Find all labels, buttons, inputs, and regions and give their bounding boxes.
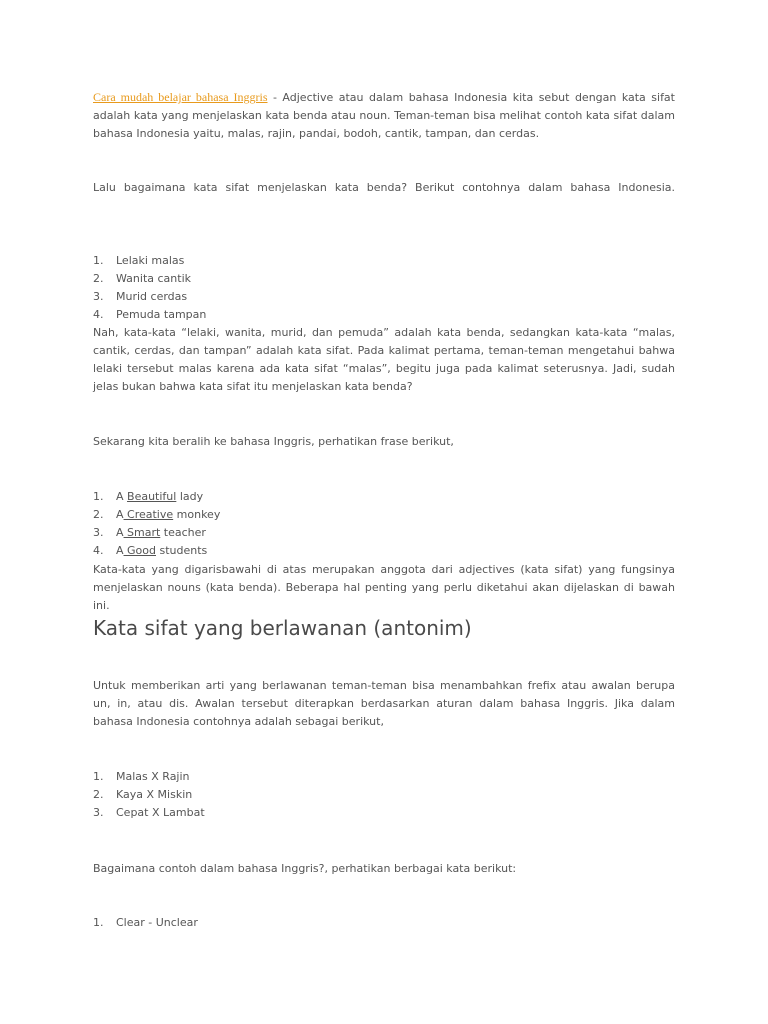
article-word: A — [116, 544, 124, 557]
noun-word: students — [156, 544, 208, 557]
list-number: 1. — [93, 770, 104, 783]
list-number: 4. — [93, 544, 104, 557]
list-item — [93, 524, 675, 542]
list-item-text: Kaya X Miskin — [116, 788, 193, 801]
list-item-text: Cepat X Lambat — [116, 806, 205, 819]
list-item — [93, 542, 675, 560]
list-number: 2. — [93, 788, 104, 801]
tutorial-link[interactable]: Cara mudah belajar bahasa Inggris — [93, 90, 268, 104]
underlined-adjective: Creative — [123, 508, 174, 521]
list-item — [93, 270, 675, 288]
intro-paragraph — [93, 88, 675, 143]
antonym-heading-block — [93, 615, 675, 641]
question-paragraph: Lalu bagaimana kata sifat menjelaskan kata benda? Berikut contohnya dalam bahasa Indonesia. — [93, 181, 675, 194]
noun-word: monkey — [173, 508, 221, 521]
list-item-text: Wanita cantik — [116, 272, 191, 285]
list-number: 3. — [93, 290, 104, 303]
list-item-text: Murid cerdas — [116, 290, 188, 303]
list-item-text: Clear - Unclear — [116, 916, 198, 929]
list-item — [93, 804, 675, 822]
noun-word: lady — [176, 490, 204, 503]
english-example-list — [93, 488, 675, 560]
antonym-english-list — [93, 914, 675, 932]
list-item — [93, 914, 675, 932]
list-item — [93, 488, 675, 506]
article-word: A — [116, 490, 128, 503]
list-number: 1. — [93, 254, 104, 267]
article-word: A — [116, 526, 124, 539]
antonym-paragraph: Untuk memberikan arti yang berlawanan teman-teman bisa menambahkan frefix atau awalan berupa un, in, atau dis. Awalan tersebut diterapkan berdasarkan aturan dalam bahasa Inggris. Jika dalam bahasa Indonesia contohnya adalah sebagai berikut, — [93, 679, 675, 728]
list-number: 3. — [93, 526, 104, 539]
list-item-text: Lelaki malas — [116, 254, 185, 267]
list-number: 4. — [93, 308, 104, 321]
list-number: 1. — [93, 916, 104, 929]
list-item-text: Pemuda tampan — [116, 308, 207, 321]
underlined-adjective: Beautiful — [127, 490, 177, 503]
underlined-adjective: Good — [123, 544, 156, 557]
list-number: 2. — [93, 272, 104, 285]
list-item — [93, 506, 675, 524]
english-example-paragraph: Bagaimana contoh dalam bahasa Inggris?, perhatikan berbagai kata berikut: — [93, 862, 517, 875]
explanation-paragraph: Nah, kata-kata “lelaki, wanita, murid, dan pemuda” adalah kata benda, sedangkan kata-kata “malas, cantik, cerdas, dan tampan” adalah kata sifat. Pada kalimat pertama, teman-teman mengetahui bahwa lelaki tersebut malas karena ada kata sifat “malas”, begitu juga pada kalimat seterusnya. Jadi, sudah jelas bukan bahwa kata sifat itu menjelaskan kata benda? — [93, 326, 675, 393]
list-number: 2. — [93, 508, 104, 521]
underlined-adjective: Smart — [123, 526, 161, 539]
list-item — [93, 252, 675, 270]
list-number: 3. — [93, 806, 104, 819]
english-intro-paragraph: Sekarang kita beralih ke bahasa Inggris, perhatikan frase berikut, — [93, 435, 454, 448]
antonym-indonesian-list — [93, 768, 675, 822]
adjectives-paragraph: Kata-kata yang digarisbawahi di atas merupakan anggota dari adjectives (kata sifat) yang fungsinya menjelaskan nouns (kata benda). Beberapa hal penting yang perlu diketahui akan dijelaskan di bawah ini. — [93, 563, 675, 612]
list-item-text: Malas X Rajin — [116, 770, 190, 783]
list-item — [93, 288, 675, 306]
indonesian-example-list — [93, 252, 675, 324]
list-item — [93, 768, 675, 786]
noun-word: teacher — [160, 526, 206, 539]
intro-text: - Adjective atau dalam bahasa Indonesia kita sebut dengan kata sifat adalah kata yang menjelaskan kata benda atau noun. Teman-teman bisa melihat contoh kata sifat dalam bahasa Indonesia yaitu, malas, rajin, pandai, bodoh, cantik, tampan, dan cerdas. — [93, 91, 675, 140]
article-word: A — [116, 508, 124, 521]
list-item — [93, 786, 675, 804]
section-heading: Kata sifat yang berlawanan (antonim) — [93, 616, 472, 640]
list-item — [93, 306, 675, 324]
list-number: 1. — [93, 490, 104, 503]
